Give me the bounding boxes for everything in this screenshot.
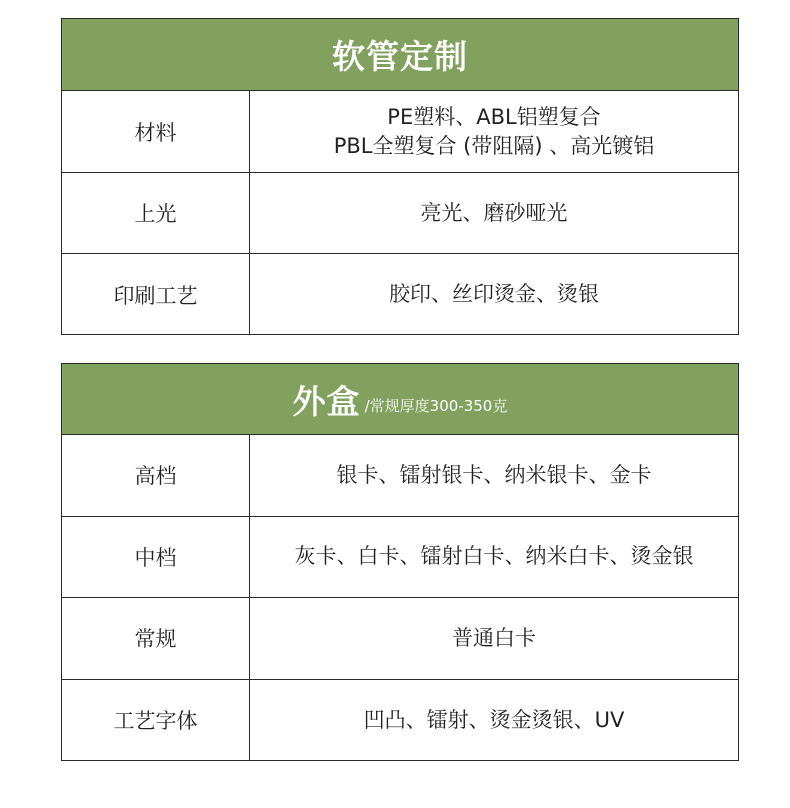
box-table-subtitle: /常规厚度300-350克 [364, 396, 508, 415]
row-value-line: PE塑料、ABL铝塑复合 [387, 104, 601, 129]
box-table-header [62, 364, 738, 435]
hose-custom-table [61, 18, 739, 335]
table-row [62, 91, 738, 173]
row-value: 灰卡、白卡、镭射白卡、纳米白卡、烫金银 [294, 544, 694, 569]
table-row [62, 435, 738, 517]
row-label: 材料 [62, 91, 250, 172]
box-table-title: 外盒 [292, 381, 361, 421]
hose-table-header [62, 19, 738, 91]
table-row [62, 517, 738, 599]
table-row [62, 254, 738, 335]
row-label: 印刷工艺 [62, 254, 250, 335]
row-value-line: PBL全塑复合 (带阻隔) 、高光镀铝 [333, 133, 655, 158]
row-value: 胶印、丝印烫金、烫银 [389, 282, 599, 306]
hose-table-title: 软管定制 [332, 37, 468, 76]
row-value: 银卡、镭射银卡、纳米银卡、金卡 [336, 462, 652, 487]
row-label: 常规 [62, 598, 250, 679]
row-value [250, 91, 738, 172]
row-label: 中档 [62, 517, 250, 598]
table-row [62, 680, 738, 762]
row-value: 亮光、磨砂哑光 [420, 200, 568, 225]
row-value: 凹凸、镭射、烫金烫银、UV [363, 707, 625, 732]
table-row [62, 598, 738, 680]
table-row [62, 173, 738, 254]
row-label: 上光 [62, 173, 250, 253]
row-label: 工艺字体 [62, 680, 250, 762]
row-label: 高档 [62, 435, 250, 516]
row-value: 普通白卡 [452, 625, 536, 650]
outer-box-table [61, 363, 739, 761]
